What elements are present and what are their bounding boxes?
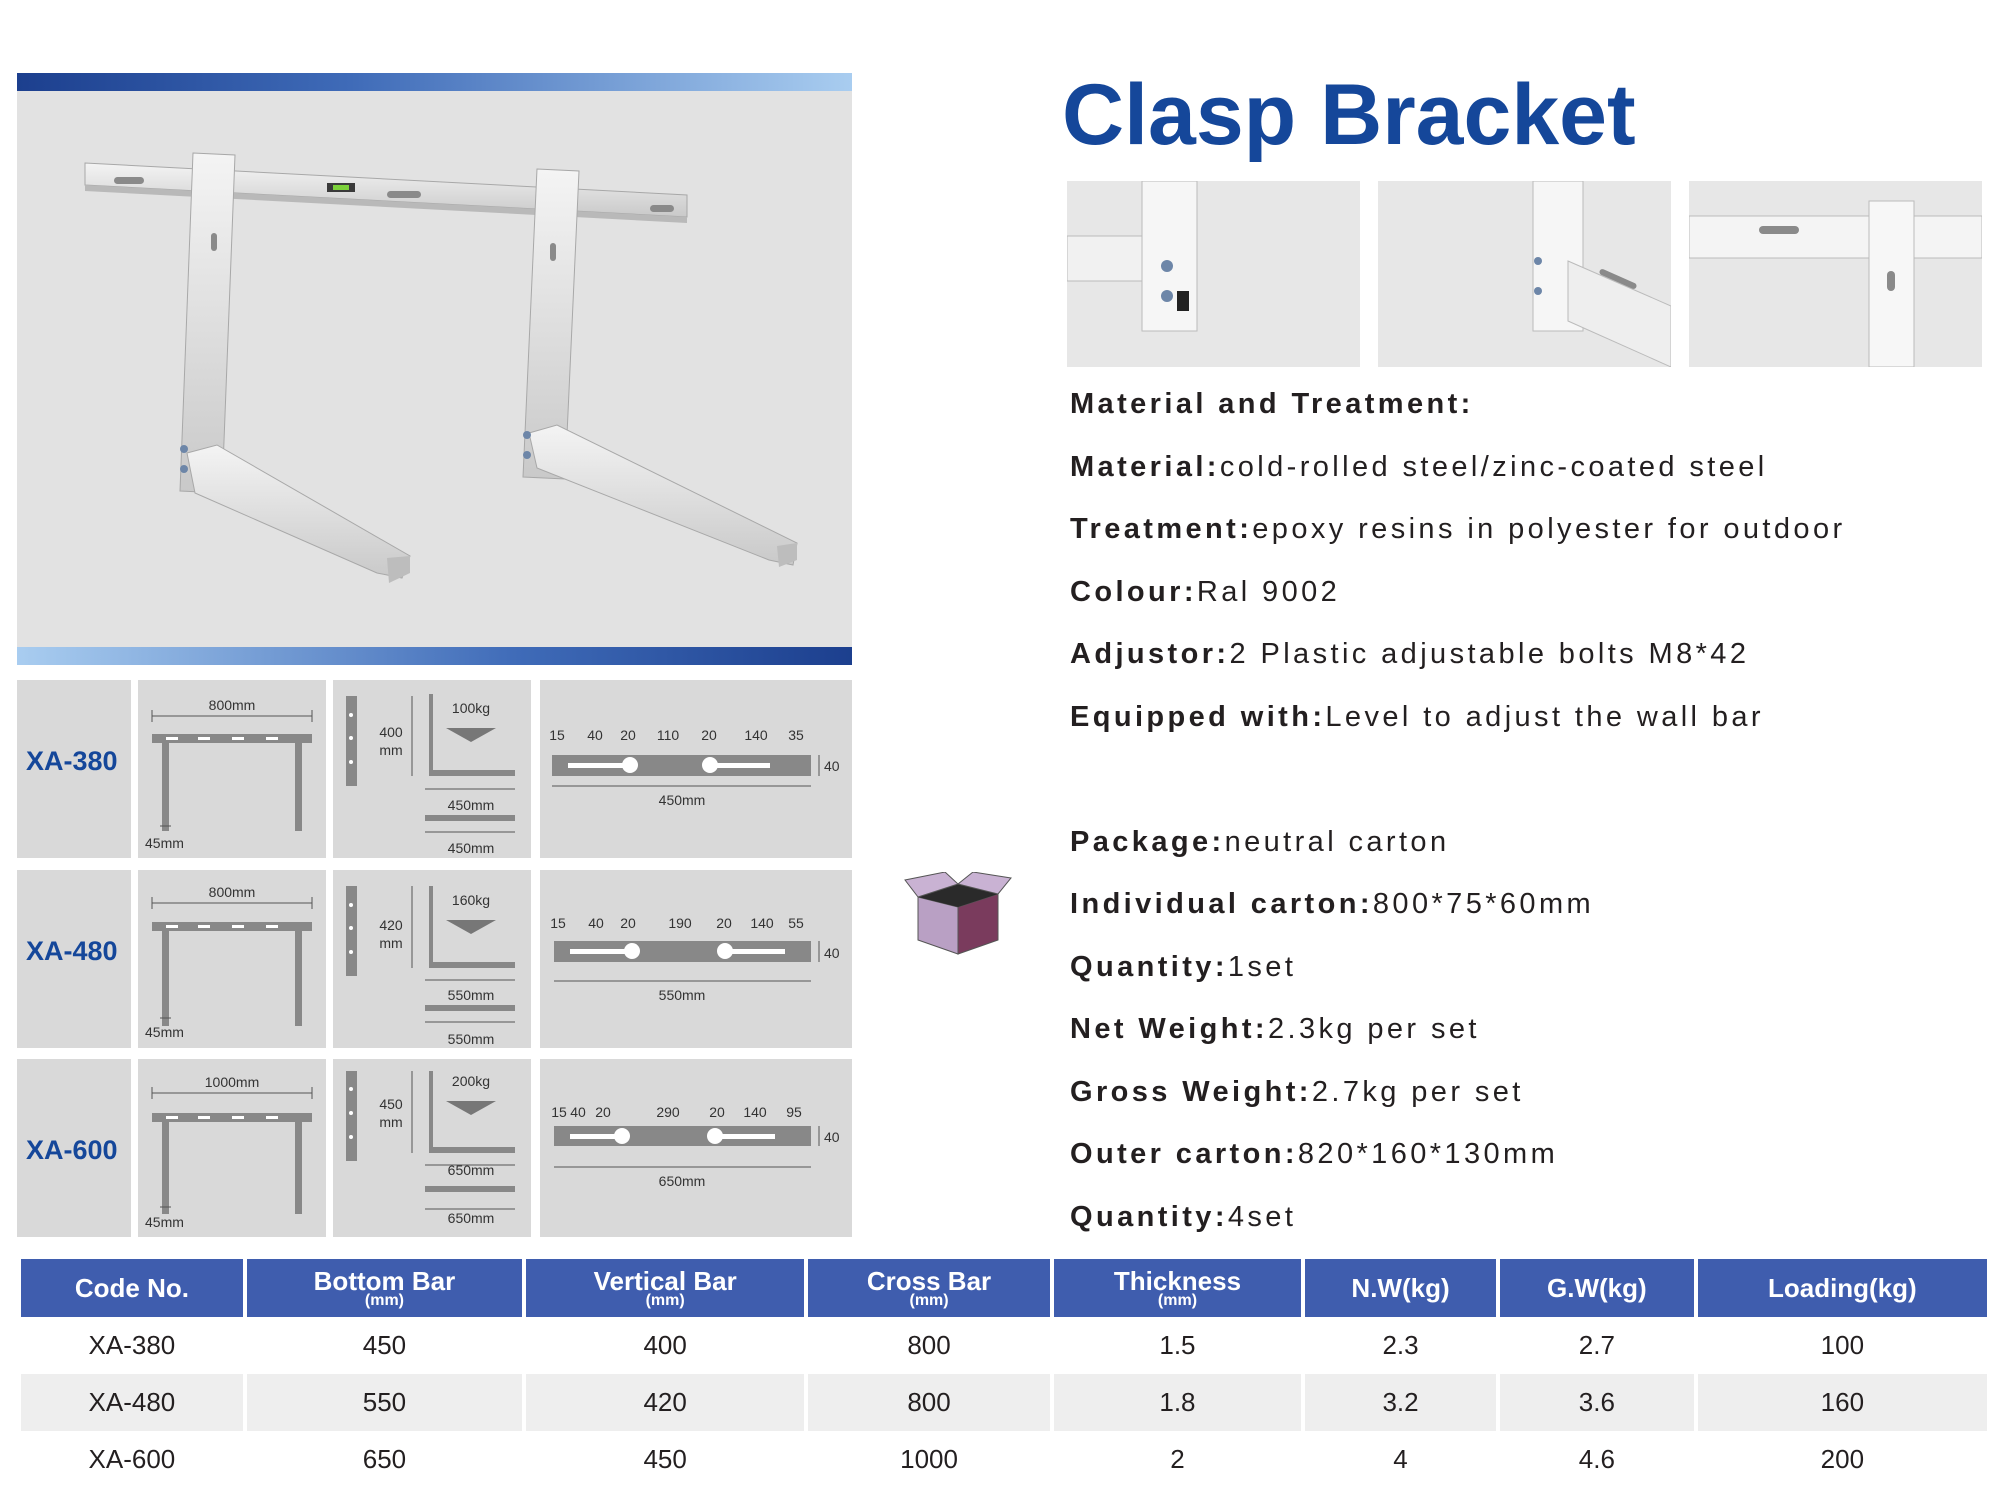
spec-colour: Colour:Ral 9002 <box>1070 576 1341 608</box>
side-arm2-label: 450mm <box>447 840 495 856</box>
hole-dim: 35 <box>788 727 804 743</box>
spec-treatment: Treatment:epoxy resins in polyester for outdoor <box>1070 513 1846 545</box>
side-load-label: 100kg <box>451 700 491 716</box>
pkg-quantity-individual: Quantity:1set <box>1070 951 1297 983</box>
hole-dim: 20 <box>709 1104 725 1120</box>
table-cell: 2.7 <box>1578 1330 1615 1360</box>
model-code: XA-380 <box>26 746 118 776</box>
hero-product-image <box>17 73 852 665</box>
hole-dim: 95 <box>786 1104 802 1120</box>
hole-dim: 40 <box>570 1104 586 1120</box>
front-width-label: 1000mm <box>204 1074 260 1090</box>
table-cell: 1.8 <box>1054 1374 1301 1431</box>
table-cell: 800 <box>907 1330 951 1360</box>
hole-dim: 20 <box>595 1104 611 1120</box>
table-cell: 400 <box>643 1330 687 1360</box>
model-code-cell <box>17 680 131 858</box>
detail-thumb-wall-bar <box>1689 181 1982 367</box>
side-height-label: 450 <box>379 1096 403 1112</box>
front-view-diagram <box>138 1059 326 1237</box>
bar-holes-diagram <box>540 680 852 858</box>
hole-dim: 20 <box>620 915 636 931</box>
detail-thumb-arm-joint <box>1378 181 1671 367</box>
table-cell: 4 <box>1393 1444 1408 1474</box>
pkg-outer-carton: Outer carton:820*160*130mm <box>1070 1138 1559 1170</box>
side-arm-label: 550mm <box>447 987 495 1003</box>
side-arm2-label: 550mm <box>447 1031 495 1047</box>
bar-holes-diagram <box>540 870 852 1048</box>
table-cell: 420 <box>526 1374 804 1431</box>
side-arm-label: 450mm <box>447 797 495 813</box>
table-cell: 800 <box>808 1374 1050 1431</box>
side-arm-label: 650mm <box>447 1162 495 1178</box>
col-header-cross-bar: Cross Bar (mm) <box>808 1259 1050 1317</box>
table-cell: 2 <box>1170 1444 1185 1474</box>
bar-length-label: 550mm <box>658 987 706 1003</box>
table-cell: 4.6 <box>1578 1444 1615 1474</box>
col-header-gw: G.W(kg) <box>1500 1259 1694 1317</box>
hole-dim: 140 <box>743 1104 767 1120</box>
side-height-label: 420 <box>379 917 403 933</box>
page-title: Clasp Bracket <box>1062 67 1636 163</box>
side-height-unit: mm <box>379 742 403 758</box>
pkg-individual-carton: Individual carton:800*75*60mm <box>1070 888 1595 920</box>
front-foot-label: 45mm <box>145 1024 184 1040</box>
table-row <box>21 1374 1987 1431</box>
table-cell: 100 <box>1820 1330 1865 1360</box>
hole-dim: 15 <box>549 727 565 743</box>
carton-box-icon <box>903 872 1013 962</box>
side-load-label: 200kg <box>451 1073 491 1089</box>
hole-dim: 40 <box>587 727 603 743</box>
model-code: XA-600 <box>26 1135 118 1165</box>
hero-accent-bar-bottom <box>17 647 852 665</box>
col-header-bottom-bar: Bottom Bar (mm) <box>247 1259 522 1317</box>
table-row <box>21 1431 1987 1488</box>
bar-length-label: 450mm <box>658 792 706 808</box>
hole-dim: 15 <box>550 915 566 931</box>
side-height-label: 400 <box>379 724 403 740</box>
spec-adjustor: Adjustor:2 Plastic adjustable bolts M8*42 <box>1070 638 1750 670</box>
table-cell: XA-480 <box>21 1374 243 1431</box>
bar-length-label: 650mm <box>658 1173 706 1189</box>
table-cell: 650 <box>362 1444 407 1474</box>
front-width-label: 800mm <box>208 884 256 900</box>
hole-dim: 15 <box>551 1104 567 1120</box>
model-code: XA-480 <box>26 936 118 966</box>
hole-dim: 20 <box>701 727 717 743</box>
front-foot-label: 45mm <box>145 1214 184 1230</box>
detail-thumb-bolts <box>1067 181 1360 367</box>
hole-dim: 190 <box>668 915 692 931</box>
side-arm2-label: 650mm <box>447 1210 495 1226</box>
pkg-net-weight: Net Weight:2.3kg per set <box>1070 1013 1480 1045</box>
side-view-diagram <box>333 1059 531 1237</box>
hole-dim: 55 <box>788 915 804 931</box>
hole-dim: 20 <box>620 727 636 743</box>
hole-dim: 110 <box>656 727 680 743</box>
bar-height-label: 40 <box>824 945 840 961</box>
table-header-row <box>21 1259 1987 1317</box>
table-cell: 450 <box>643 1444 687 1474</box>
table-cell: 3.6 <box>1500 1374 1694 1431</box>
table-cell: 160 <box>1698 1374 1987 1431</box>
bracket-illustration <box>17 73 852 665</box>
table-cell: 450 <box>362 1330 407 1360</box>
table-cell: XA-380 <box>88 1330 176 1360</box>
hole-dim: 40 <box>588 915 604 931</box>
side-view-diagram <box>333 870 531 1048</box>
table-row <box>21 1317 1987 1374</box>
front-width-label: 800mm <box>208 697 256 713</box>
hole-dim: 140 <box>750 915 774 931</box>
bar-height-label: 40 <box>824 1129 840 1145</box>
side-view-diagram <box>333 680 531 858</box>
model-code-cell <box>17 1059 131 1237</box>
bar-holes-diagram <box>540 1059 852 1237</box>
table-cell: 3.2 <box>1305 1374 1496 1431</box>
table-cell: 1.5 <box>1159 1330 1196 1360</box>
pkg-package: Package:neutral carton <box>1070 826 1450 858</box>
hero-accent-bar-top <box>17 73 852 91</box>
table-cell: 2.3 <box>1382 1330 1419 1360</box>
col-header-vertical-bar: Vertical Bar (mm) <box>526 1259 804 1317</box>
bar-height-label: 40 <box>824 758 840 774</box>
hole-dim: 290 <box>656 1104 680 1120</box>
spec-table <box>17 1259 1991 1488</box>
table-cell: 550 <box>247 1374 522 1431</box>
table-cell: 200 <box>1820 1444 1865 1474</box>
col-header-loading: Loading(kg) <box>1698 1259 1987 1317</box>
front-foot-label: 45mm <box>145 835 184 851</box>
col-header-code: Code No. <box>21 1259 243 1317</box>
table-cell: 1000 <box>900 1444 958 1474</box>
col-header-thickness: Thickness (mm) <box>1054 1259 1301 1317</box>
spec-heading: Material and Treatment: <box>1070 388 1474 420</box>
col-header-nw: N.W(kg) <box>1305 1259 1496 1317</box>
side-load-label: 160kg <box>451 892 491 908</box>
hole-dim: 20 <box>716 915 732 931</box>
spec-material: Material:cold-rolled steel/zinc-coated steel <box>1070 451 1768 483</box>
table-cell: XA-600 <box>88 1444 176 1474</box>
pkg-gross-weight: Gross Weight:2.7kg per set <box>1070 1076 1524 1108</box>
side-height-unit: mm <box>379 1114 403 1130</box>
front-view-diagram <box>138 870 326 1048</box>
front-view-diagram <box>138 680 326 858</box>
spec-equipped: Equipped with:Level to adjust the wall bar <box>1070 701 1764 733</box>
model-code-cell <box>17 870 131 1048</box>
side-height-unit: mm <box>379 935 403 951</box>
hole-dim: 140 <box>744 727 768 743</box>
pkg-quantity-outer: Quantity:4set <box>1070 1201 1297 1233</box>
